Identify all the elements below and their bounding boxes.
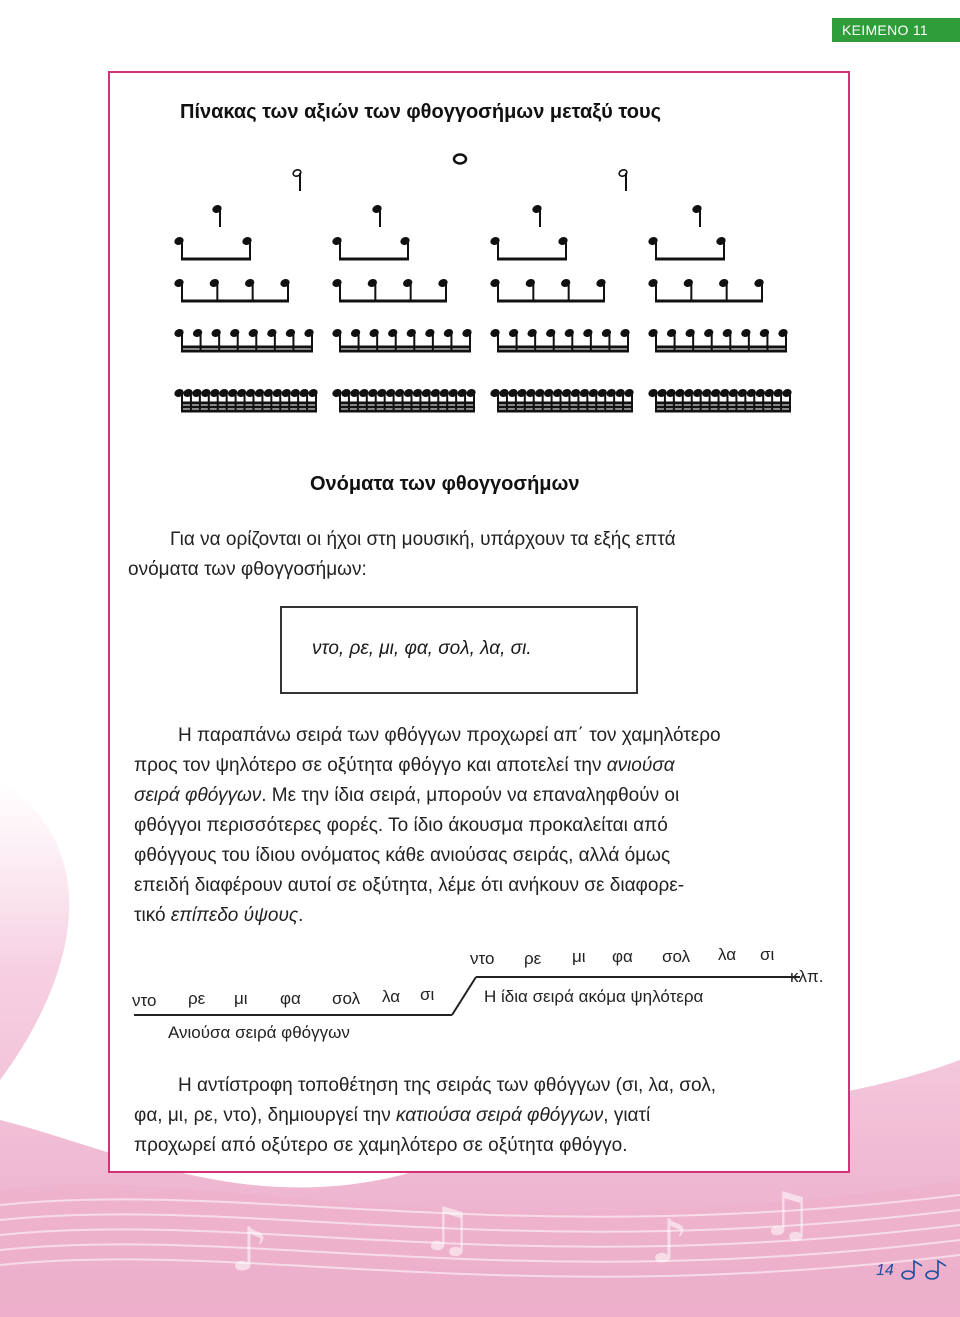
- music-ornament-icon: [898, 1258, 950, 1282]
- higher-caption: Η ίδια σειρά ακόμα ψηλότερα: [484, 987, 704, 1006]
- para1-line-7: τικό επίπεδο ύψους.: [134, 905, 304, 926]
- note-values-table: [140, 153, 800, 443]
- beamed-note: [490, 279, 500, 301]
- quarter-note: [532, 205, 542, 227]
- lower-note-sol: σολ: [332, 989, 361, 1008]
- beamed-note: [174, 237, 184, 259]
- para1-line-4: φθόγγοι περισσότερες φορές. Το ίδιο άκουσμα προκαλείται από: [134, 815, 668, 836]
- upper-note-si: σι: [760, 945, 775, 964]
- intro-line-1: Για να ορίζονται οι ήχοι στη μουσική, υπάρχουν τα εξής επτά: [170, 529, 676, 550]
- svg-text:♪: ♪: [650, 1207, 689, 1277]
- para1-line-6: επειδή διαφέρουν αυτοί σε οξύτητα, λέμε ότι ανήκουν σε διαφορε-: [134, 875, 685, 896]
- para2-line-3: προχωρεί από οξύτερο σε χαμηλότερο σε οξύτητα φθόγγο.: [134, 1135, 628, 1156]
- lower-note-do: ντο: [132, 991, 157, 1010]
- para1-line-5: φθόγγους του ίδιου ονόματος κάθε ανιούσας σειράς, αλλά όμως: [134, 845, 671, 866]
- upper-note-la: λα: [718, 945, 737, 964]
- beamed-note: [332, 237, 342, 259]
- svg-text:♫: ♫: [760, 1180, 814, 1250]
- para1-line-3: σειρά φθόγγων. Με την ίδια σειρά, μπορούν να επαναληφθούν οι: [134, 785, 680, 806]
- beamed-note: [561, 279, 571, 301]
- page-number: 14: [876, 1262, 894, 1279]
- beamed-note: [209, 279, 219, 301]
- para2-line-1: Η αντίστροφη τοποθέτηση της σειράς των φθόγγων (σι, λα, σολ,: [178, 1075, 716, 1096]
- beamed-note: [438, 279, 448, 301]
- upper-note-re: ρε: [524, 949, 542, 968]
- quarter-note: [692, 205, 702, 227]
- beamed-note: [490, 237, 500, 259]
- lower-note-mi: μι: [234, 989, 248, 1008]
- beamed-note: [280, 279, 290, 301]
- beamed-note: [332, 279, 342, 301]
- beamed-note: [400, 237, 410, 259]
- ascending-caption: Ανιούσα σειρά φθόγγων: [168, 1023, 350, 1042]
- upper-note-sol: σολ: [662, 947, 691, 966]
- descending-term: κατιούσα σειρά φθόγγων: [396, 1105, 604, 1126]
- beamed-note: [242, 237, 252, 259]
- beamed-note: [174, 279, 184, 301]
- quarter-note: [212, 205, 222, 227]
- beamed-note: [648, 279, 658, 301]
- beamed-note: [683, 279, 693, 301]
- para1-line-2: προς τον ψηλότερο σε οξύτητα φθόγγο και αποτελεί την ανιούσα: [134, 755, 675, 776]
- beamed-note: [648, 237, 658, 259]
- beamed-note: [596, 279, 606, 301]
- whole-note: [454, 155, 466, 164]
- scale-box: [280, 606, 638, 694]
- beamed-note: [558, 237, 568, 259]
- svg-text:♪: ♪: [230, 1215, 269, 1285]
- para2-line-2: φα, μι, ρε, ντο), δημιουργεί την κατιούσα σειρά φθόγγων, γιατί: [134, 1105, 651, 1126]
- beamed-note: [754, 279, 764, 301]
- scale-text: ντο, ρε, μι, φα, σολ, λα, σι.: [312, 638, 532, 659]
- lower-note-si: σι: [420, 985, 435, 1004]
- ascending-term: ανιούσα: [606, 755, 675, 776]
- svg-text:♫: ♫: [420, 1195, 474, 1265]
- beamed-note: [719, 279, 729, 301]
- chapter-tab: ΚΕΙΜΕΝΟ 11: [832, 18, 960, 42]
- half-note: [292, 169, 302, 191]
- intro-line-2: ονόματα των φθογγοσήμων:: [128, 559, 367, 580]
- etc-label: κλπ.: [790, 967, 824, 986]
- quarter-note: [372, 205, 382, 227]
- note-series-term: σειρά φθόγγων: [134, 785, 262, 806]
- upper-note-mi: μι: [572, 947, 586, 966]
- beamed-note: [525, 279, 535, 301]
- beamed-note: [245, 279, 255, 301]
- beamed-note: [403, 279, 413, 301]
- beamed-note: [716, 237, 726, 259]
- content-frame: [108, 71, 850, 1173]
- note-names-title: Ονόματα των φθογγοσήμων: [310, 473, 580, 495]
- lower-note-fa: φα: [280, 989, 301, 1008]
- half-note: [618, 169, 628, 191]
- pitch-level-term: επίπεδο ύψους: [170, 905, 299, 926]
- upper-note-do: ντο: [470, 949, 495, 968]
- beamed-note: [367, 279, 377, 301]
- note-values-title: Πίνακας των αξιών των φθογγοσήμων μεταξύ τους: [180, 101, 662, 123]
- para1-line-1: Η παραπάνω σειρά των φθόγγων προχωρεί απ΄ τον χαμηλότερο: [178, 725, 721, 746]
- lower-note-re: ρε: [188, 989, 206, 1008]
- upper-note-fa: φα: [612, 947, 633, 966]
- lower-note-la: λα: [382, 987, 401, 1006]
